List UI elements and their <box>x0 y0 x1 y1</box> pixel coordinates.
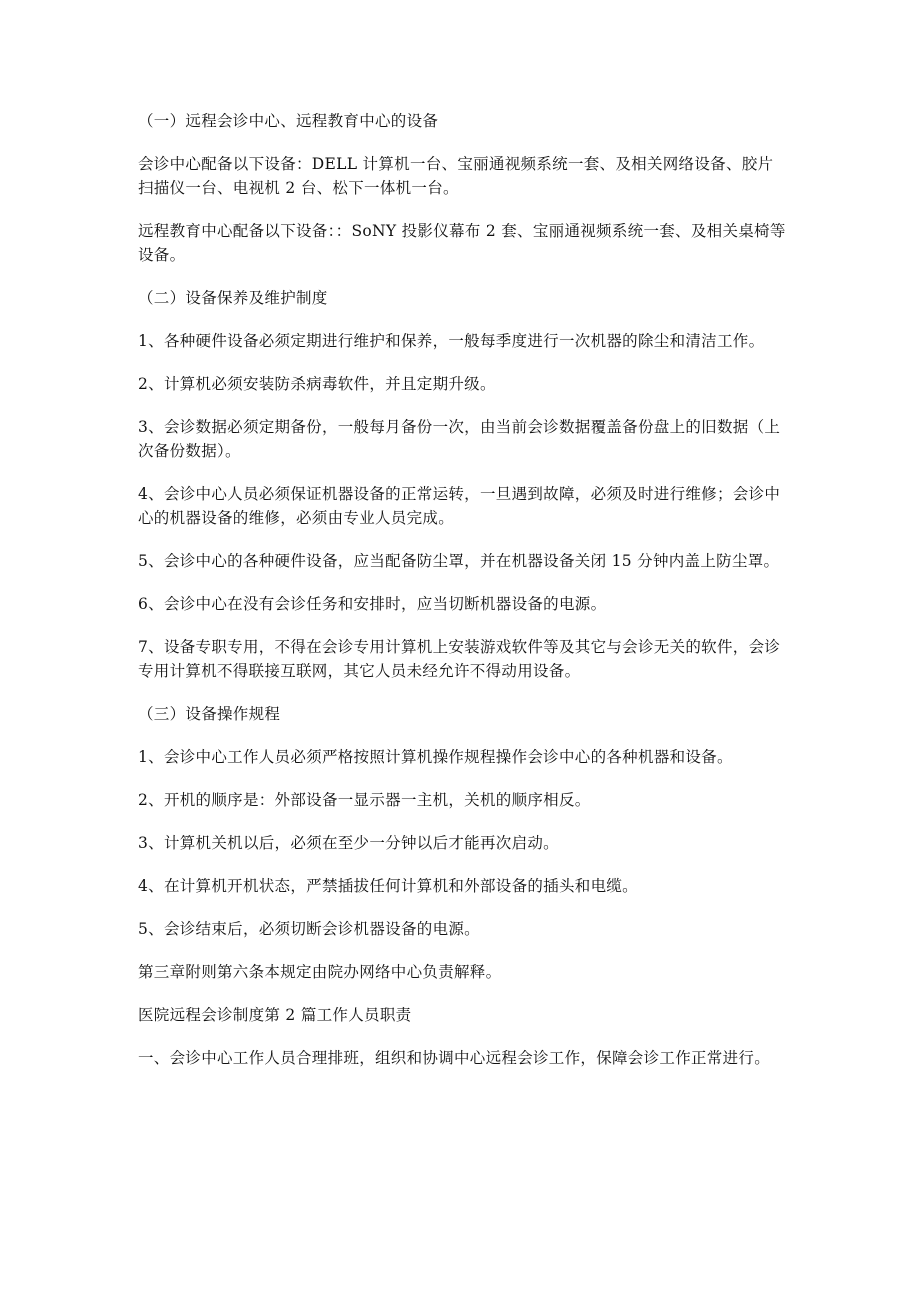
section-heading-maintenance: （二）设备保养及维护制度 <box>138 289 328 307</box>
maintenance-item-6: 6、会诊中心在没有会诊任务和安排时，应当切断机器设备的电源。 <box>138 595 607 613</box>
section-title-staff-duties: 医院远程会诊制度第 2 篇工作人员职责 <box>138 1006 412 1024</box>
paragraph-education-center-equipment: 远程教育中心配备以下设备：：SoNY 投影仪幕布 2 套、宝丽通视频系统一套、及相关桌椅等设备。 <box>138 222 786 264</box>
document-body <box>138 109 788 1089</box>
operation-item-5: 5、会诊结束后，必须切断会诊机器设备的电源。 <box>138 920 480 938</box>
maintenance-item-4: 4、会诊中心人员必须保证机器设备的正常运转，一旦遇到故障，必须及时进行维修；会诊中心的机器设备的维修，必须由专业人员完成。 <box>138 485 781 527</box>
staff-duty-item-1: 一、会诊中心工作人员合理排班，组织和协调中心远程会诊工作，保障会诊工作正常进行。 <box>138 1049 771 1067</box>
maintenance-item-2: 2、计算机必须安装防杀病毒软件，并且定期升级。 <box>138 375 496 393</box>
operation-item-4: 4、在计算机开机状态，严禁插拔任何计算机和外部设备的插头和电缆。 <box>138 877 638 895</box>
maintenance-item-3: 3、会诊数据必须定期备份，一般每月备份一次，由当前会诊数据覆盖备份盘上的旧数据（上次备份数据）。 <box>138 418 781 460</box>
maintenance-item-5: 5、会诊中心的各种硬件设备，应当配备防尘罩，并在机器设备关闭 15 分钟内盖上防尘罩。 <box>138 552 780 570</box>
maintenance-item-7: 7、设备专职专用，不得在会诊专用计算机上安装游戏软件等及其它与会诊无关的软件，会诊专用计算机不得联接互联网，其它人员未经允许不得动用设备。 <box>138 638 781 680</box>
section-heading-equipment: （一）远程会诊中心、远程教育中心的设备 <box>138 112 439 130</box>
operation-item-2: 2、开机的顺序是：外部设备一显示器一主机，关机的顺序相反。 <box>138 791 591 809</box>
maintenance-item-1: 1、各种硬件设备必须定期进行维护和保养，一般每季度进行一次机器的除尘和清洁工作。 <box>138 332 765 350</box>
section-heading-operation: （三）设备操作规程 <box>138 705 281 723</box>
operation-item-1: 1、会诊中心工作人员必须严格按照计算机操作规程操作会诊中心的各种机器和设备。 <box>138 748 733 766</box>
chapter-appendix: 第三章附则第六条本规定由院办网络中心负责解释。 <box>138 963 502 981</box>
operation-item-3: 3、计算机关机以后，必须在至少一分钟以后才能再次启动。 <box>138 834 559 852</box>
paragraph-consult-center-equipment: 会诊中心配备以下设备：DELL 计算机一台、宝丽通视频系统一套、及相关网络设备、胶片扫描仪一台、电视机 2 台、松下一体机一台。 <box>138 155 774 197</box>
